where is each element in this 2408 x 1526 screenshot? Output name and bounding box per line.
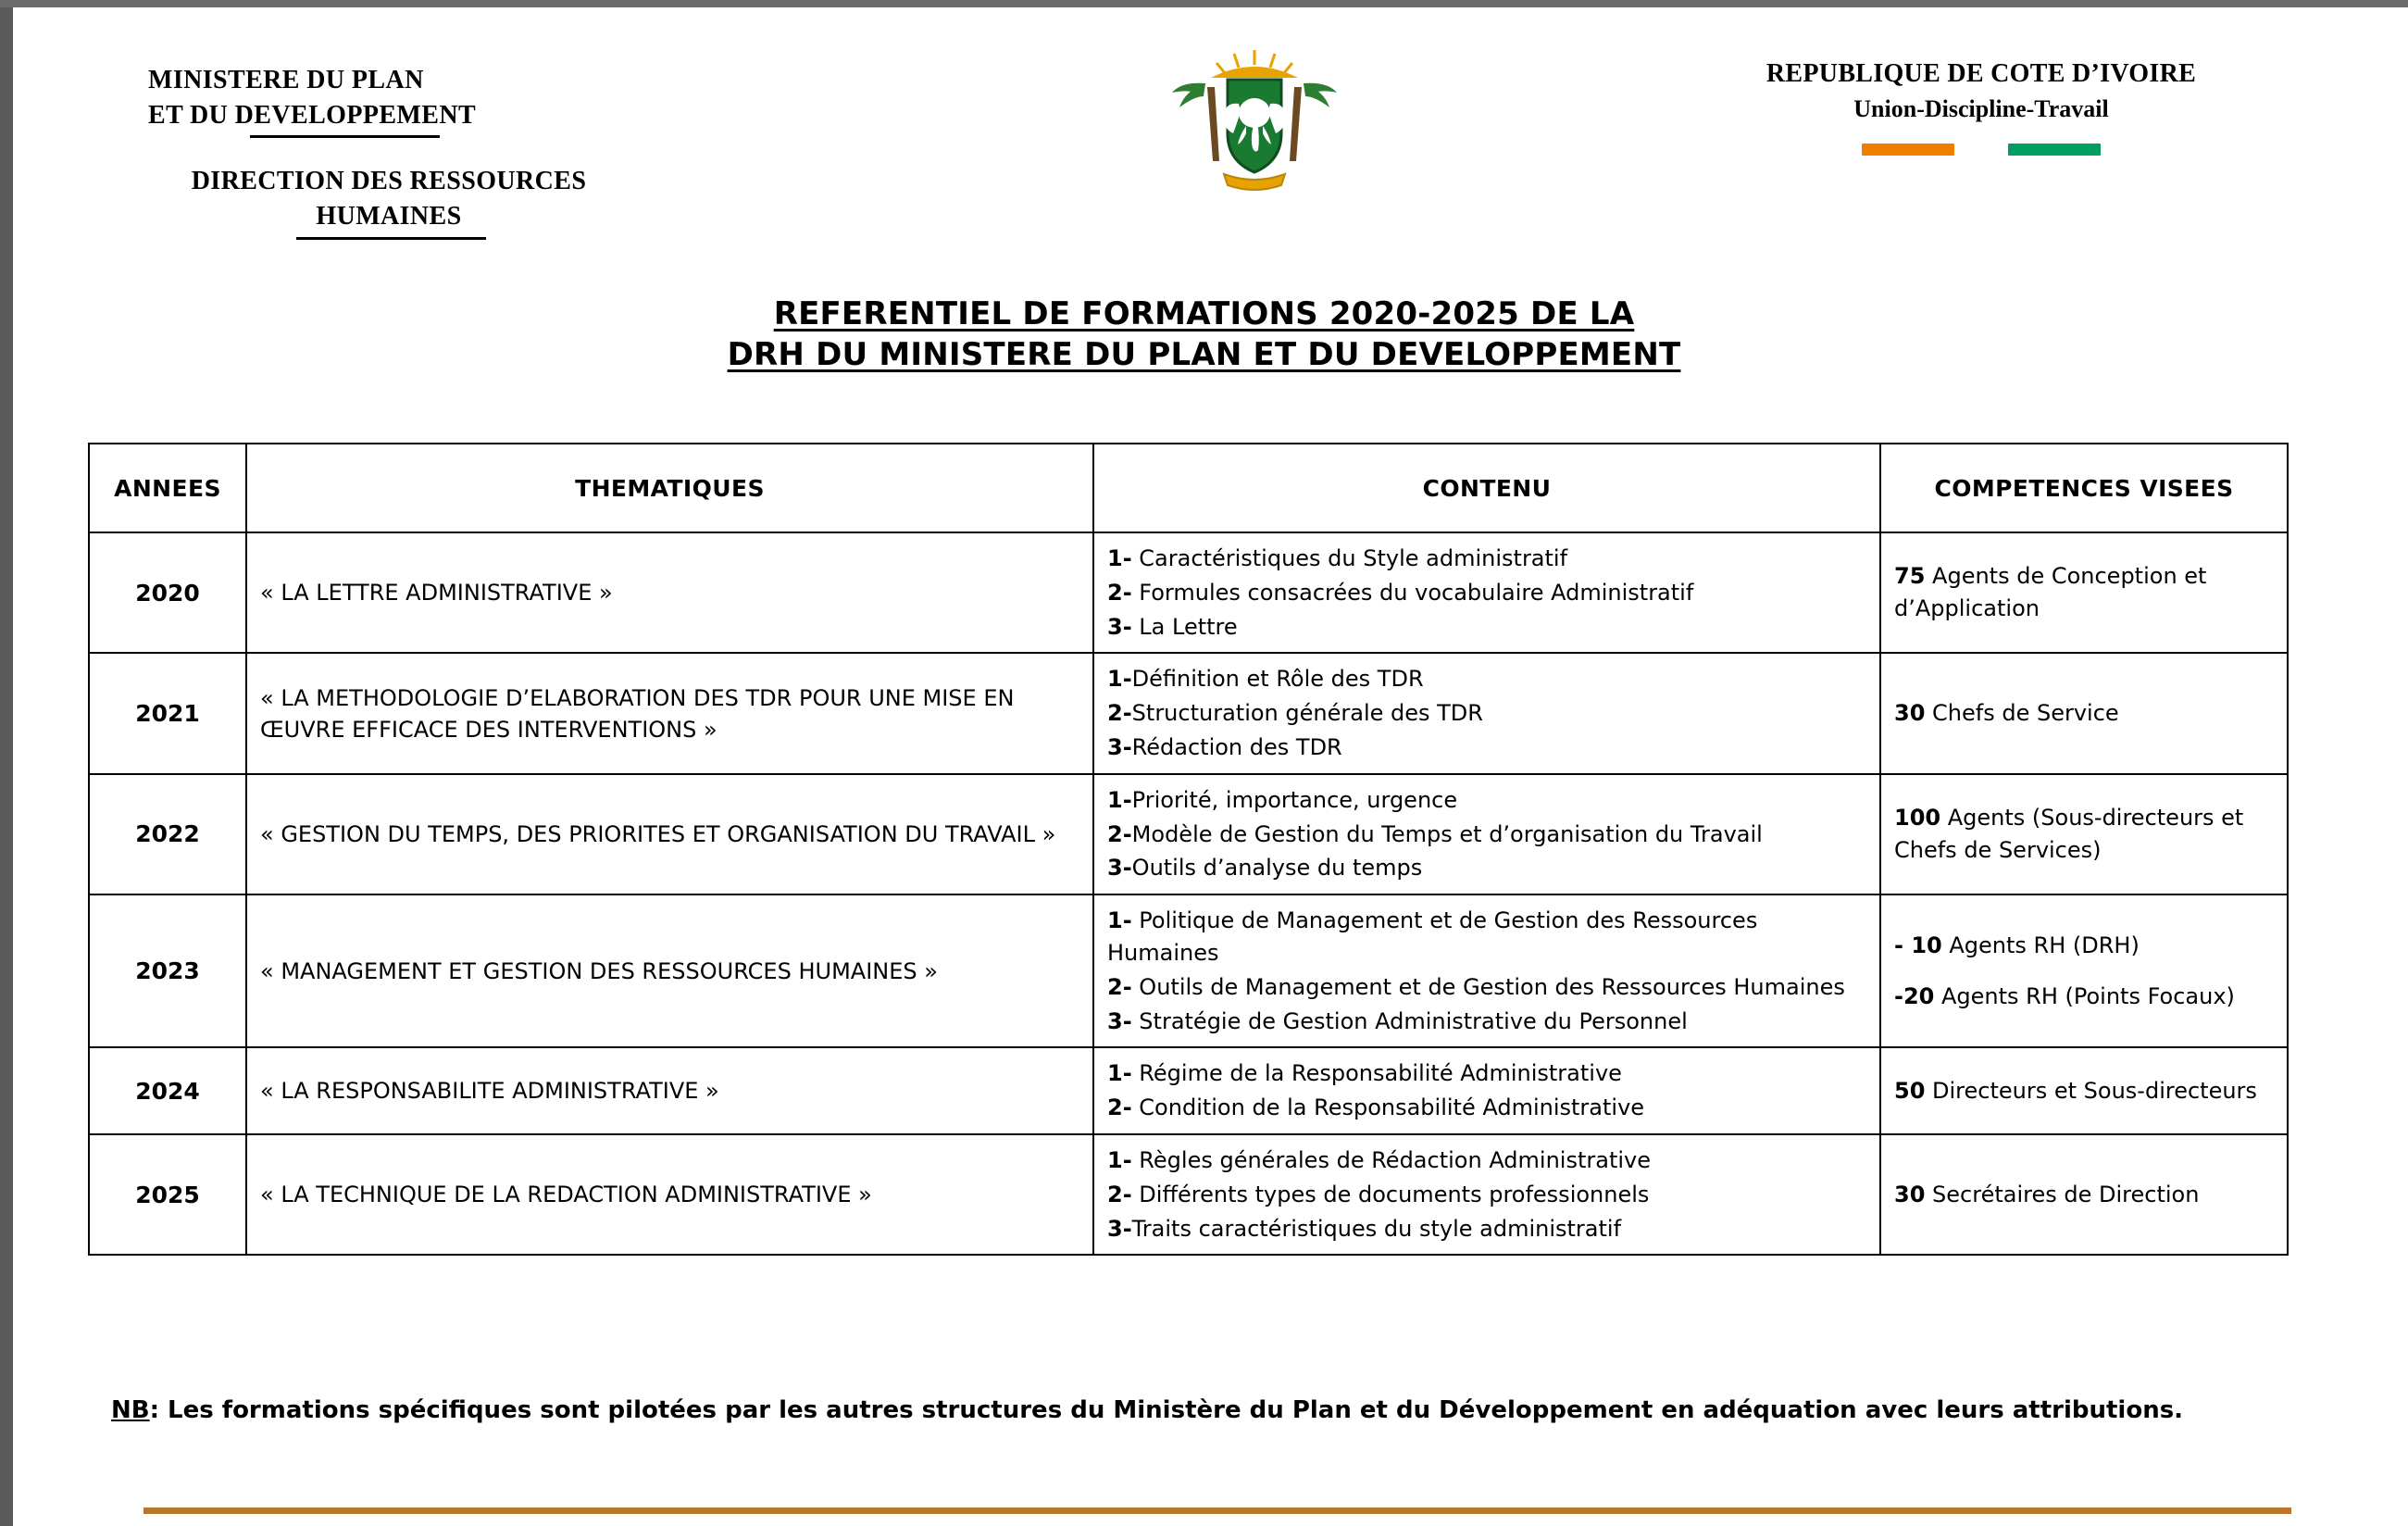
- competence-count: 30: [1894, 700, 1926, 727]
- column-header-competences: COMPETENCES VISEES: [1880, 444, 2288, 532]
- cell-competences: [1880, 1134, 2288, 1255]
- contenu-line-text: Formules consacrées du vocabulaire Administratif: [1131, 579, 1694, 606]
- ministry-block: [148, 63, 722, 240]
- cell-competences: [1880, 1047, 2288, 1134]
- contenu-line-text: Stratégie de Gestion Administrative du Personnel: [1131, 1007, 1688, 1034]
- cell-contenu: [1093, 774, 1880, 894]
- flag-bar-orange: [1862, 144, 1954, 156]
- footer-note: [111, 1394, 2333, 1427]
- contenu-line: [1107, 543, 1866, 575]
- cell-contenu: [1093, 653, 1880, 773]
- competence-text: Directeurs et Sous-directeurs: [1925, 1077, 2257, 1104]
- competence-text: Agents de Conception et d’Application: [1894, 563, 2207, 622]
- page-title-line-2: DRH DU MINISTERE DU PLAN ET DU DEVELOPPEMENT: [727, 335, 1681, 373]
- contenu-line-number: 2-: [1107, 700, 1132, 727]
- cell-thematique: « LA TECHNIQUE DE LA REDACTION ADMINISTRATIVE »: [246, 1134, 1093, 1255]
- contenu-line: [1107, 852, 1866, 884]
- competence-entry: [1894, 560, 2274, 625]
- competence-count: 50: [1894, 1077, 1926, 1104]
- contenu-line: [1107, 905, 1866, 969]
- contenu-line-text: La Lettre: [1131, 613, 1238, 640]
- contenu-line: [1107, 819, 1866, 851]
- republic-line-1: REPUBLIQUE DE COTE D’IVOIRE: [1765, 59, 2197, 88]
- contenu-line-text: Caractéristiques du Style administratif: [1131, 545, 1568, 571]
- flag-bar-green: [2008, 144, 2101, 156]
- direction-line-1: DIRECTION DES RESSOURCES: [191, 167, 587, 196]
- competence-entry: [1894, 802, 2274, 867]
- direction-line-2: HUMAINES: [316, 201, 462, 231]
- contenu-line-text: Priorité, importance, urgence: [1131, 786, 1458, 813]
- contenu-line-text: Rédaction des TDR: [1131, 733, 1342, 760]
- footer-note-label: NB: [111, 1396, 150, 1424]
- competence-count: - 10: [1894, 932, 1942, 958]
- table-row: [89, 532, 2288, 653]
- competence-text: Secrétaires de Direction: [1925, 1181, 2200, 1207]
- cell-annee: 2021: [89, 653, 246, 773]
- contenu-line-number: 1-: [1107, 1060, 1132, 1087]
- competence-count: 100: [1894, 805, 1941, 832]
- contenu-line-number: 3-: [1107, 613, 1132, 640]
- cell-competences: [1880, 532, 2288, 653]
- contenu-line: [1107, 784, 1866, 817]
- table-row: [89, 653, 2288, 773]
- competence-count: 75: [1894, 563, 1926, 590]
- contenu-line-text: Définition et Rôle des TDR: [1131, 666, 1424, 693]
- cell-competences: [1880, 774, 2288, 894]
- contenu-line-text: Structuration générale des TDR: [1131, 700, 1483, 727]
- contenu-line-text: Politique de Management et de Gestion des Ressources Humaines: [1107, 907, 1758, 966]
- competence-entry: [1894, 1075, 2274, 1107]
- competence-text: Agents RH (DRH): [1941, 932, 2140, 958]
- contenu-line-number: 2-: [1107, 973, 1132, 1000]
- footer-rule: [143, 1507, 2291, 1514]
- contenu-line-text: Condition de la Responsabilité Administrative: [1131, 1094, 1645, 1121]
- table-body: [89, 532, 2288, 1255]
- contenu-line-number: 1-: [1107, 907, 1132, 934]
- cell-thematique: « LA METHODOLOGIE D’ELABORATION DES TDR POUR UNE MISE EN ŒUVRE EFFICACE DES INTERVENTIONS »: [246, 653, 1093, 773]
- cell-contenu: [1093, 532, 1880, 653]
- flag-bars: [1666, 144, 2296, 156]
- training-reference-table: [88, 443, 2287, 1256]
- contenu-line: [1107, 611, 1866, 644]
- competence-text: Agents (Sous-directeurs et Chefs de Services): [1894, 805, 2244, 863]
- contenu-line: [1107, 971, 1866, 1004]
- competence-entry: [1894, 930, 2274, 962]
- cell-annee: 2023: [89, 894, 246, 1047]
- cell-thematique: « MANAGEMENT ET GESTION DES RESSOURCES HUMAINES »: [246, 894, 1093, 1047]
- cell-contenu: [1093, 894, 1880, 1047]
- contenu-line-text: Régime de la Responsabilité Administrative: [1131, 1060, 1622, 1087]
- contenu-line: [1107, 1213, 1866, 1245]
- contenu-line-number: 1-: [1107, 786, 1132, 813]
- contenu-line-text: Règles générales de Rédaction Administrative: [1131, 1146, 1652, 1173]
- scan-edge-top: [0, 0, 2408, 7]
- contenu-line: [1107, 732, 1866, 764]
- contenu-line-text: Traits caractéristiques du style administratif: [1131, 1215, 1622, 1242]
- contenu-line-number: 2-: [1107, 579, 1132, 606]
- table-header-row: [89, 444, 2288, 532]
- page-title-line-1: REFERENTIEL DE FORMATIONS 2020-2025 DE LA: [773, 295, 1635, 332]
- competence-text: Agents RH (Points Focaux): [1934, 982, 2235, 1009]
- contenu-line: [1107, 1092, 1866, 1124]
- contenu-line-text: Outils de Management et de Gestion des Ressources Humaines: [1131, 973, 1845, 1000]
- column-header-annees: ANNEES: [89, 444, 246, 532]
- contenu-line-number: 1-: [1107, 666, 1132, 693]
- cell-annee: 2020: [89, 532, 246, 653]
- contenu-line-number: 3-: [1107, 1007, 1132, 1034]
- contenu-line: [1107, 1057, 1866, 1090]
- coat-of-arms-icon: [1139, 46, 1370, 204]
- cell-thematique: « LA LETTRE ADMINISTRATIVE »: [246, 532, 1093, 653]
- competence-count: -20: [1894, 982, 1935, 1009]
- republic-block: [1666, 59, 2296, 156]
- table-row: [89, 894, 2288, 1047]
- cell-thematique: « GESTION DU TEMPS, DES PRIORITES ET ORGANISATION DU TRAVAIL »: [246, 774, 1093, 894]
- table-row: [89, 1134, 2288, 1255]
- table-row: [89, 1047, 2288, 1134]
- column-header-thematiques: THEMATIQUES: [246, 444, 1093, 532]
- contenu-line: [1107, 697, 1866, 730]
- column-header-contenu: CONTENU: [1093, 444, 1880, 532]
- cell-annee: 2022: [89, 774, 246, 894]
- contenu-line-number: 2-: [1107, 820, 1132, 847]
- republic-motto: Union-Discipline-Travail: [1853, 95, 2109, 122]
- contenu-line-number: 3-: [1107, 1215, 1132, 1242]
- cell-contenu: [1093, 1134, 1880, 1255]
- direction-underline: [296, 237, 486, 240]
- contenu-line-text: Outils d’analyse du temps: [1131, 855, 1423, 882]
- contenu-line: [1107, 1006, 1866, 1038]
- contenu-line-text: Modèle de Gestion du Temps et d’organisation du Travail: [1131, 820, 1763, 847]
- cell-contenu: [1093, 1047, 1880, 1134]
- contenu-line-number: 1-: [1107, 1146, 1132, 1173]
- cell-competences: [1880, 894, 2288, 1047]
- ministry-line-1: MINISTERE DU PLAN: [148, 66, 424, 94]
- competence-entry: [1894, 1179, 2274, 1211]
- document-header: [0, 46, 2408, 259]
- ministry-underline: [250, 135, 440, 138]
- ministry-line-2: ET DU DEVELOPPEMENT: [148, 100, 477, 130]
- competence-entry: [1894, 981, 2274, 1013]
- contenu-line: [1107, 1179, 1866, 1211]
- cell-annee: 2025: [89, 1134, 246, 1255]
- contenu-line-number: 3-: [1107, 733, 1132, 760]
- competence-count: 30: [1894, 1181, 1926, 1207]
- cell-annee: 2024: [89, 1047, 246, 1134]
- contenu-line-number: 1-: [1107, 545, 1132, 571]
- competence-entry: [1894, 697, 2274, 730]
- contenu-line-text: Différents types de documents professionnels: [1131, 1181, 1650, 1207]
- cell-thematique: « LA RESPONSABILITE ADMINISTRATIVE »: [246, 1047, 1093, 1134]
- contenu-line: [1107, 663, 1866, 695]
- contenu-line: [1107, 577, 1866, 609]
- contenu-line-number: 3-: [1107, 855, 1132, 882]
- competence-text: Chefs de Service: [1925, 700, 2119, 727]
- table-row: [89, 774, 2288, 894]
- page-title: [0, 294, 2408, 375]
- cell-competences: [1880, 653, 2288, 773]
- contenu-line-number: 2-: [1107, 1181, 1132, 1207]
- contenu-line-number: 2-: [1107, 1094, 1132, 1121]
- contenu-line: [1107, 1144, 1866, 1177]
- footer-note-text: : Les formations spécifiques sont pilotées par les autres structures du Ministère du Plan et du Développement en adéquation avec leurs attributions.: [149, 1396, 2184, 1424]
